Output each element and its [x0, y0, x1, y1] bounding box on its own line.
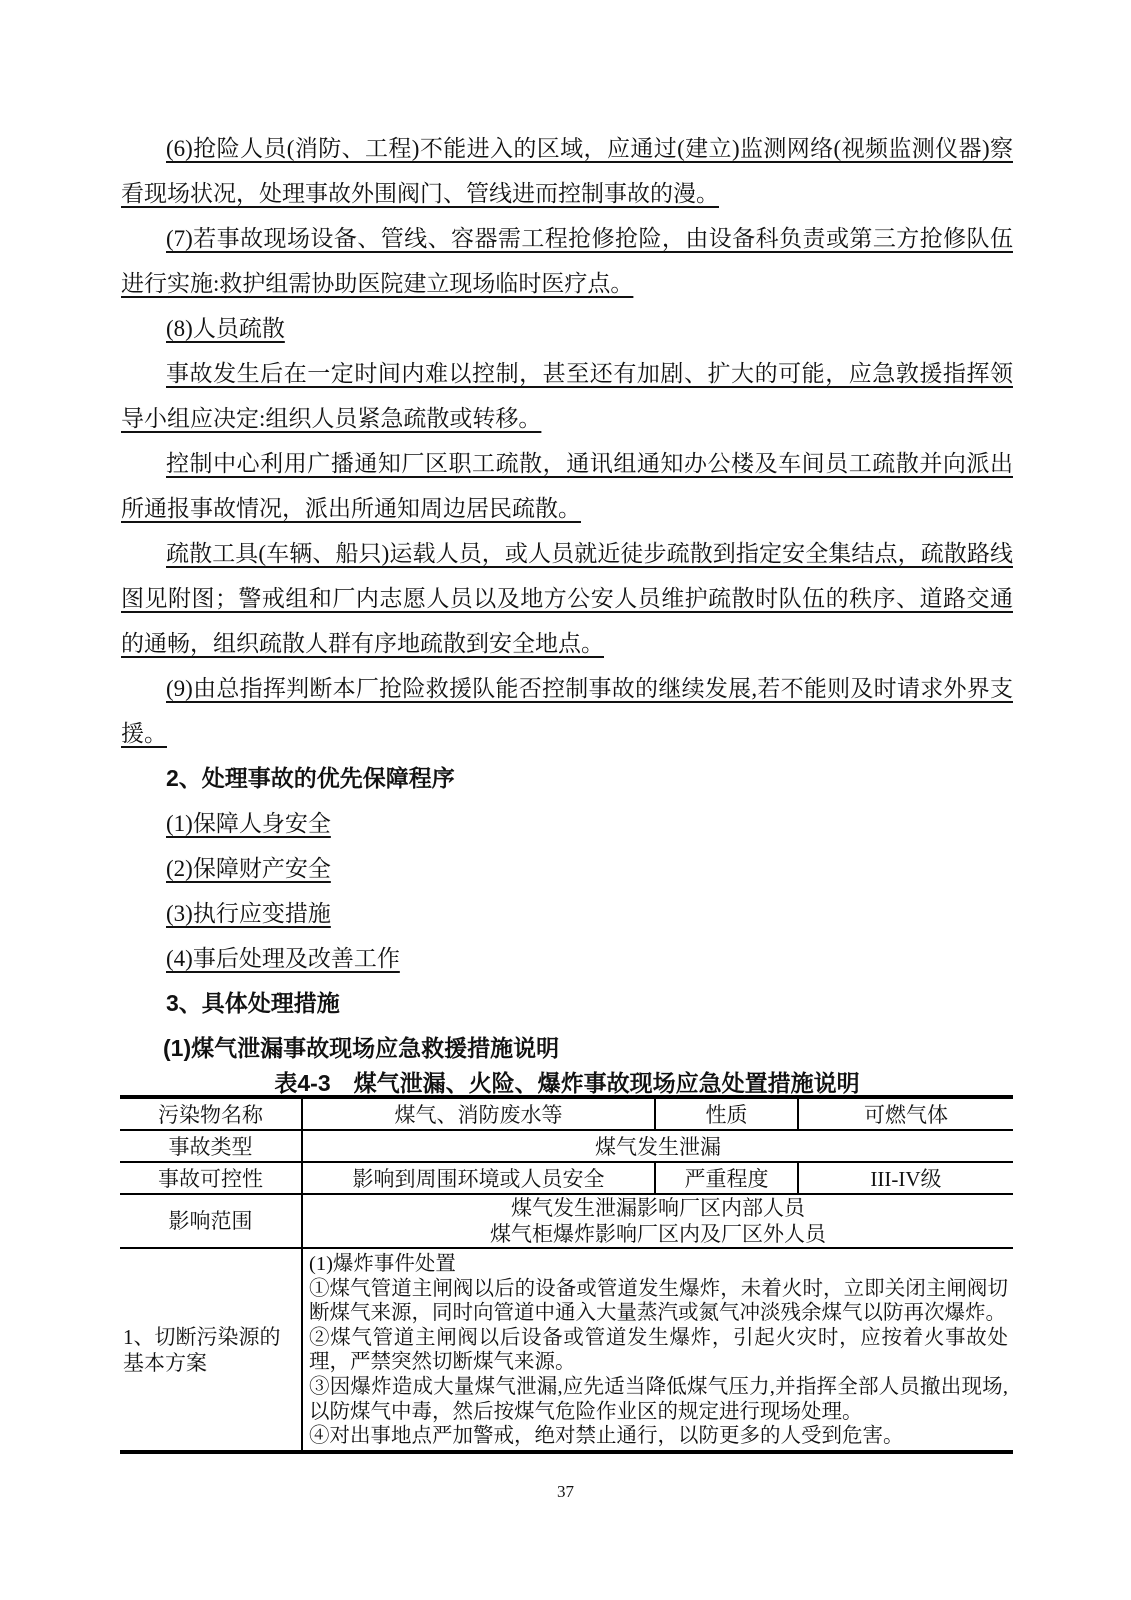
plan-item-4: ④对出事地点严加警戒，绝对禁止通行，以防更多的人受到危害。 [309, 1425, 904, 1448]
paragraph-evacuation-decision: 事故发生后在一定时间内难以控制，甚至还有加剧、扩大的可能，应急敦援指挥领导小组应决定:组织人员紧急疏散或转移。 [121, 361, 1013, 431]
paragraph-8-title: (8)人员疏散 [166, 316, 285, 341]
paragraph-6: (6)抢险人员(消防、工程)不能进入的区域，应通过(建立)监测网络(视频监测仪器)察看现场状况，处理事故外围阀门、管线进而控制事故的漫。 [121, 136, 1013, 206]
emergency-measures-table [120, 1095, 1013, 1454]
priority-item-3: (3)执行应变措施 [166, 901, 331, 926]
cell-nature-value: 可燃气体 [798, 1097, 1013, 1130]
priority-item-4: (4)事后处理及改善工作 [166, 946, 400, 971]
plan-item-1: ①煤气管道主闸阀以后的设备或管道发生爆炸，未着火时，立即关闭主闸阀切断煤气来源，同时向管道中通入大量蒸汽或氮气冲淡残余煤气以防再次爆炸。 [309, 1277, 1008, 1325]
table-row-impact-scope [120, 1194, 1013, 1248]
cell-impact-scope-value [302, 1194, 1013, 1248]
table-caption: 表4-3 煤气泄漏、火险、爆炸事故现场应急处置措施说明 [274, 1070, 860, 1096]
section-heading-measures: 3、具体处理措施 [166, 990, 340, 1016]
page-content [121, 126, 1013, 1454]
paragraph-7: (7)若事故现场设备、管线、容器需工程抢修抢险，由设备科负责或第三方抢修队伍进行实施:救护组需协助医院建立现场临时医疗点。 [121, 226, 1013, 296]
cell-severity-label: 严重程度 [655, 1162, 798, 1194]
table-row-controllability [120, 1162, 1013, 1194]
plan-item-2: ②煤气管道主闸阀以后设备或管道发生爆炸，引起火灾时，应按着火事故处理，严禁突然切断煤气来源。 [309, 1326, 1008, 1374]
paragraph-9: (9)由总指挥判断本厂抢险救援队能否控制事故的继续发展,若不能则及时请求外界支援。 [121, 676, 1013, 746]
plan-item-explosion-handling: (1)爆炸事件处置 [309, 1253, 456, 1275]
paragraph-evacuation-tools: 疏散工具(车辆、船只)运载人员，或人员就近徒步疏散到指定安全集结点，疏散路线图见附图；警戒组和厂内志愿人员以及地方公安人员维护疏散时队伍的秩序、道路交通的通畅，组织疏散人群有序地疏散到安全地点。 [121, 541, 1013, 656]
table-row-cutoff-plan [120, 1248, 1013, 1452]
plan-item-3: ③因爆炸造成大量煤气泄漏,应先适当降低煤气压力,并指挥全部人员撤出现场,以防煤气中毒，然后按煤气危险作业区的规定进行现场处理。 [309, 1375, 1008, 1423]
paragraph-notification: 控制中心利用广播通知厂区职工疏散，通讯组通知办公楼及车间员工疏散并向派出所通报事故情况，派出所通知周边居民疏散。 [121, 451, 1013, 521]
cell-controllability-value: 影响到周围环境或人员安全 [302, 1162, 655, 1194]
cell-accident-type-label: 事故类型 [120, 1130, 302, 1162]
impact-scope-line-1: 煤气发生泄漏影响厂区内部人员 [511, 1196, 805, 1220]
cell-impact-scope-label: 影响范围 [120, 1194, 302, 1248]
cell-nature-label: 性质 [655, 1097, 798, 1130]
cell-severity-value: III-IV级 [798, 1162, 1013, 1194]
priority-item-1: (1)保障人身安全 [166, 811, 331, 836]
priority-item-2: (2)保障财产安全 [166, 856, 331, 881]
cell-cutoff-plan-details [302, 1248, 1013, 1452]
cell-accident-type-value: 煤气发生泄漏 [302, 1130, 1013, 1162]
table-row-accident-type [120, 1130, 1013, 1162]
table-row-pollutant [120, 1097, 1013, 1130]
section-heading-priority: 2、处理事故的优先保障程序 [166, 765, 455, 791]
cell-controllability-label: 事故可控性 [120, 1162, 302, 1194]
cell-cutoff-plan-label: 1、切断污染源的基本方案 [120, 1248, 302, 1452]
impact-scope-line-2: 煤气柜爆炸影响厂区内及厂区外人员 [490, 1222, 826, 1246]
page-number: 37 [557, 1482, 574, 1501]
cell-pollutant-value: 煤气、消防废水等 [302, 1097, 655, 1130]
subsection-heading-gas-leak: (1)煤气泄漏事故现场应急救援措施说明 [163, 1035, 560, 1061]
cell-pollutant-label: 污染物名称 [120, 1097, 302, 1130]
